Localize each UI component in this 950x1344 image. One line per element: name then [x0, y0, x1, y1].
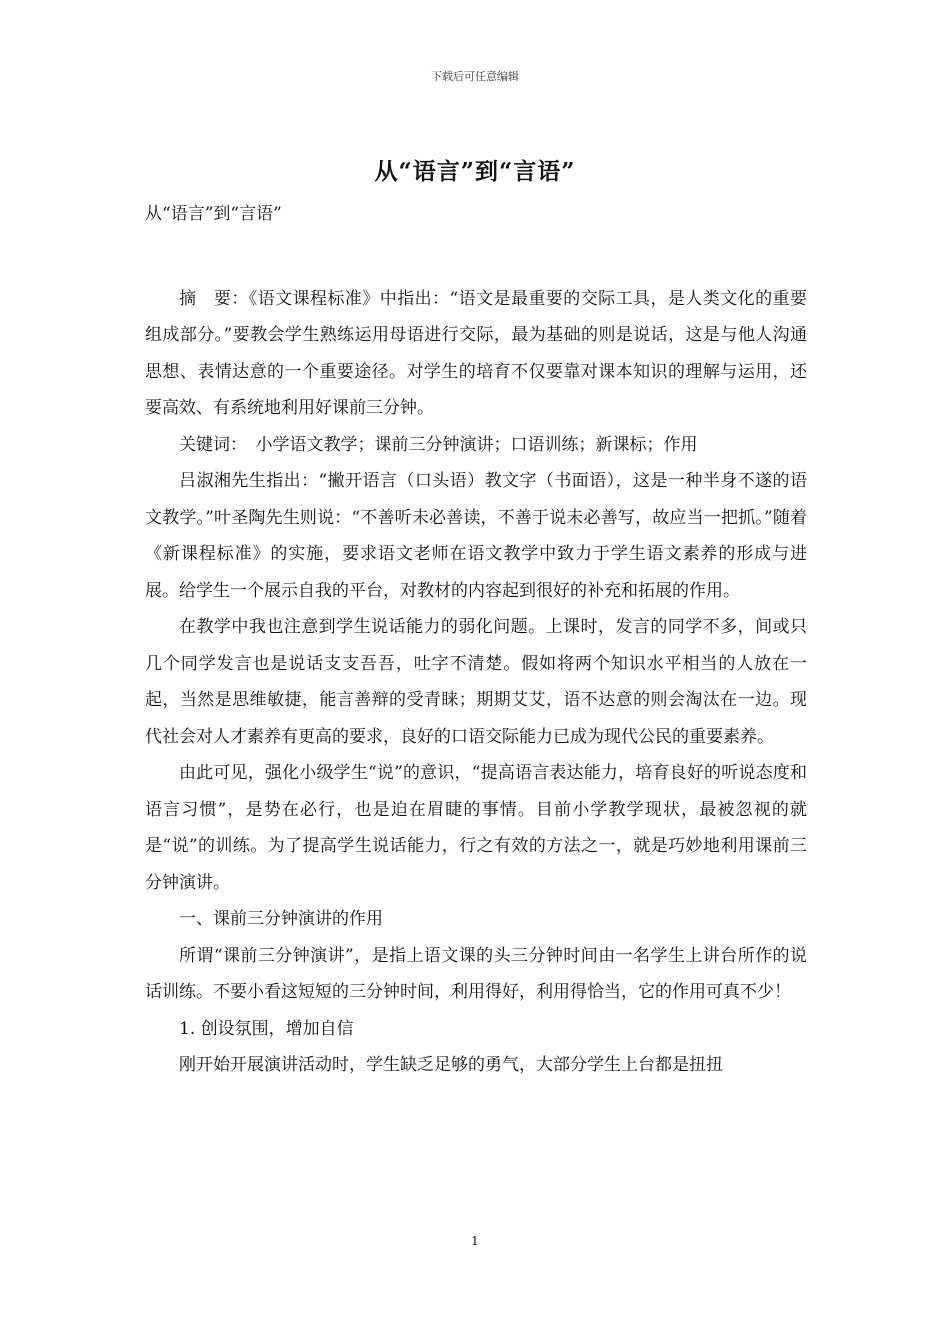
body-paragraph: 所谓“课前三分钟演讲”，是指上语文课的头三分钟时间由一名学生上讲台所作的说话训练。不要小看这短短的三分钟时间，利用得好，利用得恰当，它的作用可真不少！ [145, 945, 807, 1002]
section-heading: 一、课前三分钟演讲的作用 [179, 909, 383, 929]
body-paragraph: 吕淑湘先生指出：“撇开语言（口头语）教文字（书面语），这是一种半身不遂的语文教学。”叶圣陶先生则说：“不善听未必善读，不善于说未必善写，故应当一把抓。”随着《新课程标准》的实施，要求语文老师在语文教学中致力于学生语文素养的形成与进展。给学生一个展示自我的平台，对教材的内容起到很好的补充和拓展的作用。 [145, 471, 807, 601]
abstract-paragraph: 摘 要：《语文课程标准》中指出：“语文是最重要的交际工具，是人类文化的重要组成部分。”要教会学生熟练运用母语进行交际，最为基础的则是说话，这是与他人沟通思想、表情达意的一个重要途径。对学生的培育不仅要靠对课本知识的理解与运用，还要高效、有系统地利用好课前三分钟。 [145, 288, 807, 418]
page-header-note: 下载后可任意编辑 [431, 70, 519, 83]
body-paragraph: 由此可见，强化小级学生“说”的意识，“提高语言表达能力，培育良好的听说态度和语言习惯”，是势在必行，也是迫在眉睫的事情。目前小学教学现状，最被忽视的就是“说”的训练。为了提高学生说话能力，行之有效的方法之一，就是巧妙地利用课前三分钟演讲。 [145, 763, 807, 893]
document-subtitle: 从“语言”到“言语” [145, 204, 282, 224]
body-paragraph: 在教学中我也注意到学生说话能力的弱化问题。上课时，发言的同学不多，间或只几个同学发言也是说话支支吾吾，吐字不清楚。假如将两个知识水平相当的人放在一起，当然是思维敏捷，能言善辩的受青睐；期期艾艾，语不达意的则会淘汰在一边。现代社会对人才素养有更高的要求，良好的口语交际能力已成为现代公民的重要素养。 [145, 617, 807, 747]
document-title: 从“语言”到“言语” [374, 158, 576, 185]
body-paragraph: 刚开始开展演讲活动时，学生缺乏足够的勇气，大部分学生上台都是扭扭 [179, 1055, 723, 1075]
subsection-heading: 1. 创设氛围，增加自信 [179, 1018, 354, 1039]
page-number: 1 [471, 1234, 479, 1248]
keywords-paragraph: 关键词： 小学语文教学；课前三分钟演讲；口语训练；新课标；作用 [179, 434, 698, 455]
document-body [145, 196, 807, 1084]
